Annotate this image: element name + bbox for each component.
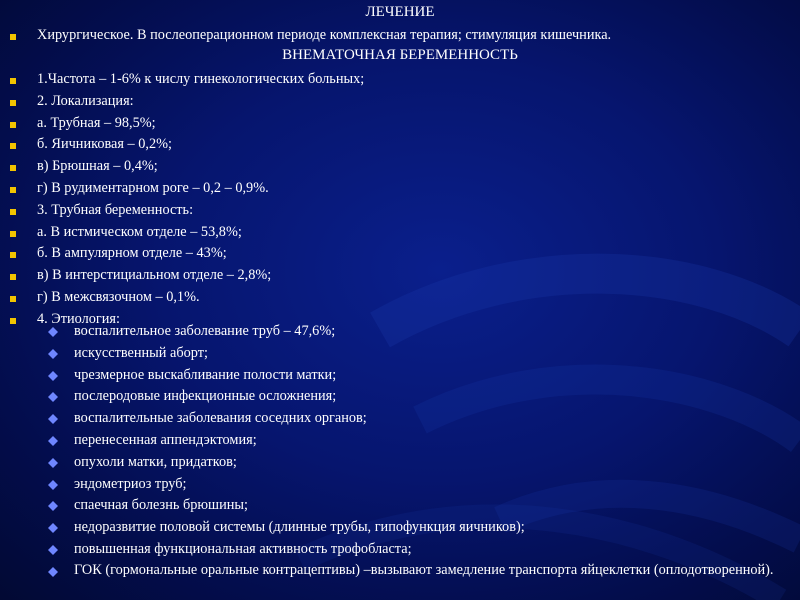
diamond-bullet-icon — [48, 414, 58, 424]
diamond-bullet-icon — [48, 458, 58, 468]
square-bullet-icon — [10, 143, 16, 149]
etiology-item: эндометриоз труб; — [74, 475, 187, 492]
diamond-bullet-icon — [48, 371, 58, 381]
diamond-bullet-icon — [48, 501, 58, 511]
etiology-item: искусственный аборт; — [74, 344, 208, 361]
diamond-bullet-icon — [48, 392, 58, 402]
list-item: 1.Частота – 1-6% к числу гинекологических больных; — [37, 71, 365, 87]
list-item: в) В интерстициальном отделе – 2,8%; — [37, 267, 272, 284]
list-item: 2. Локализация: — [37, 92, 134, 109]
diamond-bullet-icon — [48, 349, 58, 359]
list-item: г) В рудиментарном роге – 0,2 – 0,9%. — [37, 180, 269, 196]
diamond-bullet-icon — [48, 545, 58, 555]
square-bullet-icon — [10, 78, 16, 84]
etiology-item: перенесенная аппендэктомия; — [74, 432, 257, 448]
square-bullet-icon — [10, 274, 16, 280]
etiology-item: послеродовые инфекционные осложнения; — [74, 388, 337, 405]
list-item: 3. Трубная беременность: — [37, 201, 194, 218]
etiology-item: чрезмерное выскабливание полости матки; — [74, 366, 337, 383]
square-bullet-icon — [10, 296, 16, 302]
list-item: г) В межсвязочном – 0,1%. — [37, 289, 200, 305]
etiology-item: недоразвитие половой системы (длинные трубы, гипофункция яичников); — [74, 519, 525, 536]
diamond-bullet-icon — [48, 480, 58, 490]
diamond-bullet-icon — [48, 523, 58, 533]
etiology-item: спаечная болезнь брюшины; — [74, 497, 248, 514]
list-item: б. Яичниковая – 0,2%; — [37, 136, 173, 153]
etiology-item: воспалительные заболевания соседних органов; — [74, 410, 367, 427]
etiology-item: опухоли матки, придатков; — [74, 453, 237, 470]
etiology-item: воспалительное заболевание труб – 47,6%; — [74, 323, 336, 339]
list-item: а. Трубная – 98,5%; — [37, 114, 156, 131]
square-bullet-icon — [10, 252, 16, 258]
diamond-bullet-icon — [48, 567, 58, 577]
list-item: б. В ампулярном отделе – 43%; — [37, 245, 227, 262]
treatment-item: Хирургическое. В послеоперационном периоде комплексная терапия; стимуляция кишечника. — [37, 27, 612, 43]
square-bullet-icon — [10, 187, 16, 193]
list-item: а. В истмическом отделе – 53,8%; — [37, 223, 242, 240]
square-bullet-icon — [10, 318, 16, 324]
list-item: в) Брюшная – 0,4%; — [37, 158, 158, 175]
square-bullet-icon — [10, 122, 16, 128]
square-bullet-icon — [10, 34, 16, 40]
heading-treatment: ЛЕЧЕНИЕ — [365, 4, 435, 20]
diamond-bullet-icon — [48, 436, 58, 446]
diamond-bullet-icon — [48, 327, 58, 337]
etiology-item: ГОК (гормональные оральные контрацептивы) –вызывают замедление транспорта яйцеклетки (оплодотворенной). — [74, 561, 774, 578]
square-bullet-icon — [10, 165, 16, 171]
heading-ectopic-pregnancy: ВНЕМАТОЧНАЯ БЕРЕМЕННОСТЬ — [282, 47, 518, 63]
square-bullet-icon — [10, 231, 16, 237]
square-bullet-icon — [10, 209, 16, 215]
square-bullet-icon — [10, 100, 16, 106]
etiology-item: повышенная функциональная активность трофобласта; — [74, 541, 412, 557]
list-item: 4. Этиология: — [37, 310, 120, 327]
